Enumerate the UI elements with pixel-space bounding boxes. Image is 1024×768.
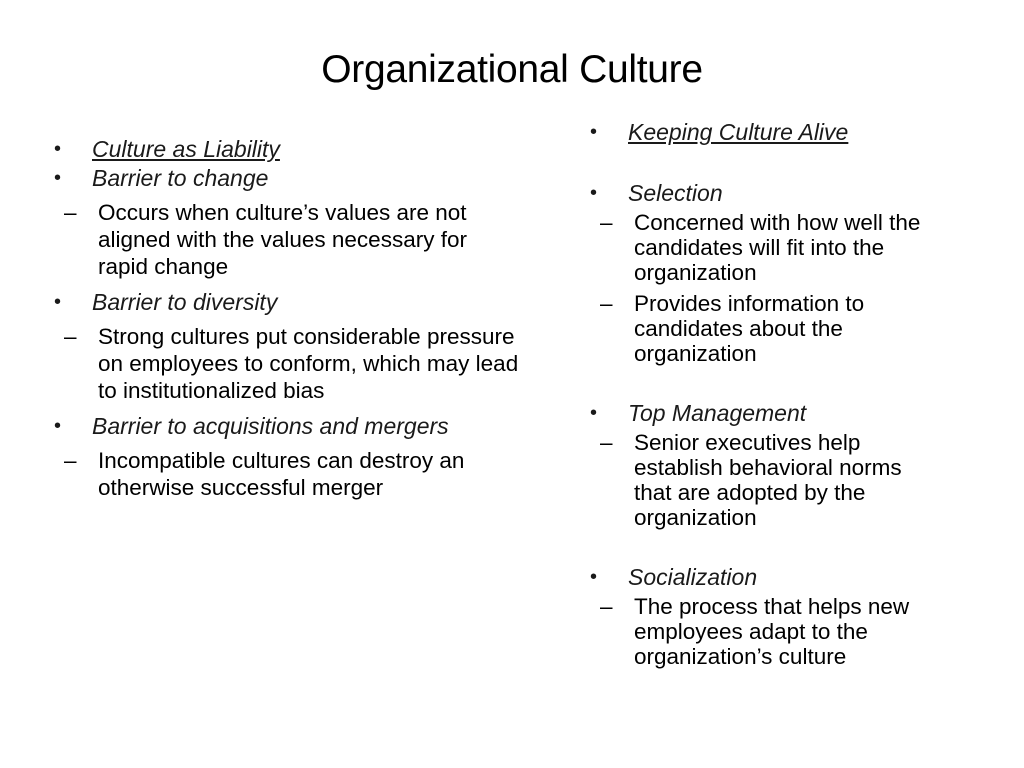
dash-icon: – (600, 291, 613, 316)
sub-item-barrier-to-diversity (54, 323, 528, 404)
sub-item-text: Incompatible cultures can destroy an otherwise successful merger (98, 448, 465, 500)
sub-item-barrier-to-acquisitions (54, 447, 528, 501)
bullet-keeping-culture-alive (590, 119, 990, 146)
bullet-label: Culture as Liability (92, 136, 280, 162)
bullet-top-management (590, 400, 990, 427)
sub-item-barrier-to-change (54, 199, 518, 280)
bullet-icon: • (54, 138, 62, 160)
sub-item-selection-information (590, 291, 964, 366)
sub-item-text: Concerned with how well the candidates will fit into the organization (634, 210, 921, 285)
bullet-barrier-to-diversity (54, 289, 534, 316)
bullet-barrier-to-change (54, 165, 534, 192)
bullet-icon: • (54, 167, 62, 189)
bullet-icon: • (54, 415, 62, 437)
slide-title: Organizational Culture (321, 48, 703, 91)
dash-icon: – (64, 324, 77, 349)
bullet-label: Keeping Culture Alive (628, 119, 849, 145)
bullet-icon: • (590, 121, 598, 143)
sub-item-socialization (590, 594, 964, 669)
bullet-label: Barrier to change (92, 165, 269, 191)
bullet-barrier-to-acquisitions (54, 413, 534, 440)
bullet-icon: • (590, 566, 598, 588)
bullet-icon: • (590, 182, 598, 204)
bullet-selection (590, 180, 990, 207)
dash-icon: – (600, 210, 613, 235)
bullet-label: Barrier to acquisitions and mergers (92, 413, 449, 439)
dash-icon: – (64, 200, 77, 225)
bullet-socialization (590, 564, 990, 591)
sub-item-text: Occurs when culture’s values are not aligned with the values necessary for rapid change (98, 200, 467, 279)
sub-item-selection-fit (590, 210, 964, 285)
bullet-icon: • (590, 402, 598, 424)
bullet-label: Socialization (628, 564, 758, 590)
sub-item-top-management (590, 430, 944, 530)
bullet-label: Top Management (628, 400, 807, 426)
bullet-label: Selection (628, 180, 723, 206)
sub-item-text: Provides information to candidates about the organization (634, 291, 865, 366)
bullet-icon: • (54, 291, 62, 313)
sub-item-text: Senior executives help establish behavioral norms that are adopted by the organization (634, 430, 902, 530)
dash-icon: – (600, 594, 613, 619)
dash-icon: – (600, 430, 613, 455)
bullet-culture-as-liability (54, 136, 534, 163)
sub-item-text: The process that helps new employees adapt to the organization’s culture (634, 594, 910, 669)
sub-item-text: Strong cultures put considerable pressure on employees to conform, which may lead to institutionalized bias (98, 324, 519, 403)
dash-icon: – (64, 448, 77, 473)
right-bullet-list (590, 119, 990, 669)
bullet-label: Barrier to diversity (92, 289, 278, 315)
left-bullet-list (54, 136, 534, 501)
